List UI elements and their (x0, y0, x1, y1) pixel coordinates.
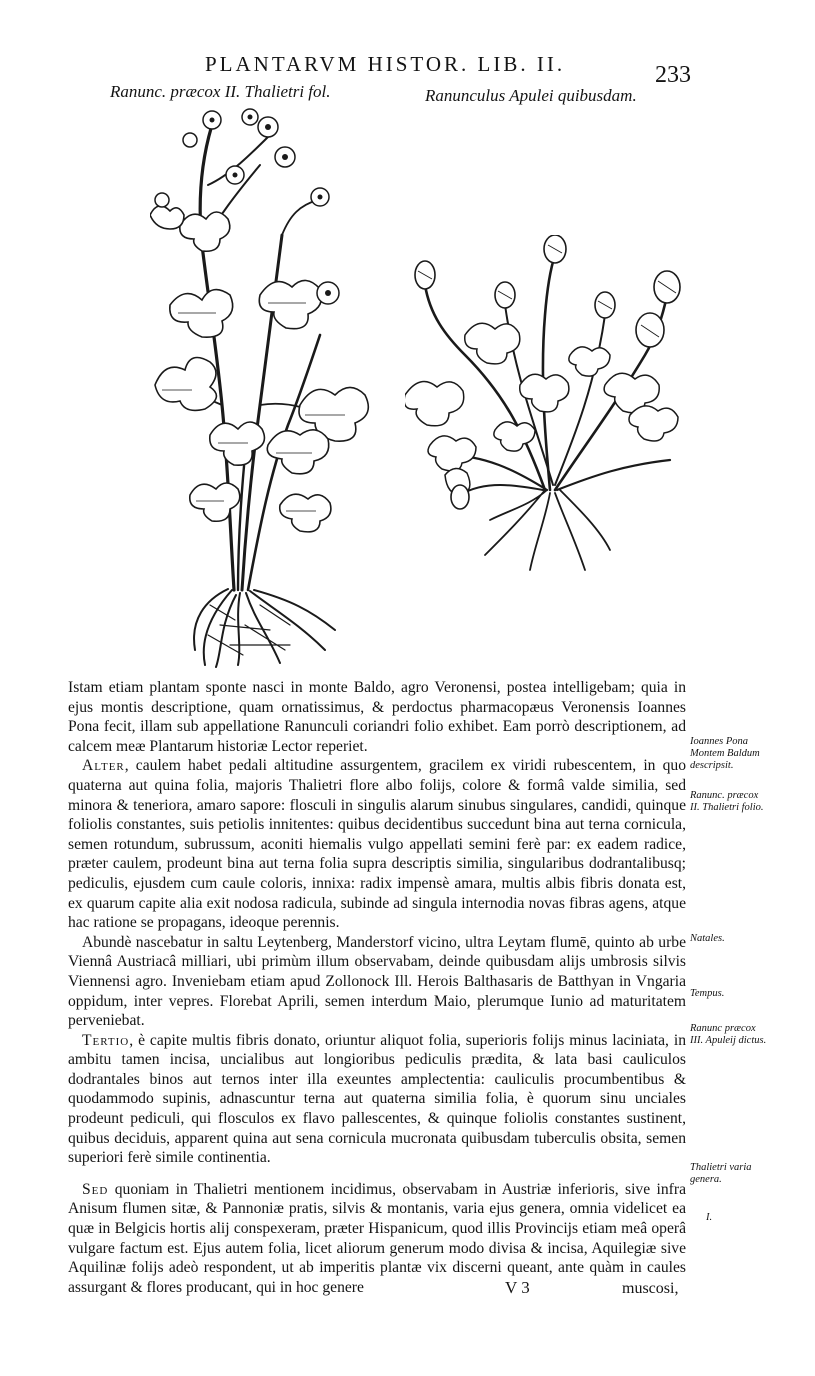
paragraph-1: Istam etiam plantam sponte nasci in monte Baldo, agro Veronensi, postea intelligebam; quia in ejus montis descriptione, quam ornatissimus, & perdoctus pharmacopæus Veronensis Ioannes Pona fecit, illam sub appellatione Ranunculi coriandri folio exhibet. Eam porrò descriptionem, ad calcem meæ Plantarum historiæ Lector reperiet. (68, 679, 686, 755)
margin-note-natales: Natales. (690, 933, 725, 944)
signature-mark: V 3 (505, 1278, 530, 1297)
paragraph-3: Abundè nascebatur in saltu Leytenberg, Manderstorf vicino, ultra Leytam flumē, quinto ab urbe Viennâ Austriacâ milliari, ubi primùm illum observabam, deinde quibusdam alijs umbrosis silvis Viennensi agro. Inveniebam etiam apud Zollonock Ill. Herois Balthasaris de Batthyan in Vngaria oppidum, inter vepres. Florebat Aprili, semen interdum Maio, plerumque Iunio ad maturitatem perveniebat. (68, 933, 686, 1030)
woodcut-ranunculus-thalietri (150, 105, 380, 670)
page-number: 233 (655, 62, 691, 88)
margin-note-pona: Ioannes Pona Montem Baldum descripsit. (690, 736, 760, 771)
paragraph-5: Sed quoniam in Thalietri mentionem incidimus, observabam in Austriæ inferioris, sive infra Anisum flumen sitæ, & Pannoniæ pratis, silvis & montanis, varia ejus genera, omnia videlicet ea quæ in Belgicis hortis alij conspexeram, præter Hispanicum, quod illis Provincijs etiam meâ operâ vulgare factum est. Ejus autem folia, licet aliorum generum modo divisa & incisa, Aquilegiæ sive Aquilinæ folijs adeò respondent, ut ab imperitis plantæ vix discerni queant, ante quàm in caules assurgant & flores producant, qui in hoc genere (68, 1180, 686, 1296)
catchword: muscosi, (622, 1280, 679, 1297)
margin-note-ranunc-praecox-iii: Ranunc præcox III. Apuleij dictus. (690, 1023, 767, 1046)
woodcut-ranunculus-apulei (405, 235, 690, 580)
margin-note-tempus: Tempus. (690, 988, 725, 999)
margin-note-thalietri: Thalietri varia genera. (690, 1162, 752, 1185)
figure-caption-left: Ranunc. præcox II. Thalietri fol. (110, 82, 331, 101)
paragraph-lead: Tertio (82, 1031, 130, 1049)
paragraph-4: Tertio, è capite multis fibris donato, oriuntur aliquot folia, superioris folijs minus laciniata, in ambitu tamen incisa, uncialibus aut longioribus pediculis prædita, & lata basi cauliculos dodrantales binos aut ternos inter illa exeuntes amplectentia: cauliculis procumbentibus & quodammodo supinis, adnascuntur terna aut quaterna similia folia, è quorum sinu unciales prodeunt pediculi, qui flosculos ex flavo pallescentes, & quinque foliolis constantes sustinent, quibus deciduis, apparent quina aut sena cornicula mucronata quibusdam tuberculis obsita, semen superiori ferè simile continentia. (68, 1031, 686, 1167)
paragraph-2: Alter, caulem habet pedali altitudine assurgentem, gracilem ex viridi rubescentem, in quo quaterna aut quina folia, majoris Thalietri flore albo folijs, colore & formâ valde similia, sed minora & teneriora, amaro sapore: flosculi in singulis alarum sinubus singulares, candidi, quinque foliolis constantes, suis petiolis innitentes: quibus decidentibus succedunt bina aut terna cornicula, semen rotundum, subrussum, aconiti hiemalis vulgo appellati semini ferè par: ex eadem radice, præter caulem, prodeunt bina aut terna folia supra descriptis similia, singularibus dodrantalibusq; pediculis, ejusdem cum caule coloris, innixa: radix impensè amara, multis albis fibris donata est, ex quarum capite alia exit nodosa radicula, subinde ad singula internodia novas fibras agens, atque hac ratione se propagans, ideoque perennis. (68, 757, 686, 932)
paragraph-lead: Sed (82, 1180, 109, 1198)
running-head-title: PLANTARVM HISTOR. LIB. II. (205, 52, 566, 76)
paragraph-lead: Alter (82, 757, 125, 775)
figure-caption-right: Ranunculus Apulei quibusdam. (425, 86, 637, 105)
body-text (68, 678, 686, 1297)
margin-note-number: I. (706, 1212, 713, 1223)
margin-note-ranunc-praecox-ii: Ranunc. præcox II. Thalietri folio. (690, 790, 764, 813)
